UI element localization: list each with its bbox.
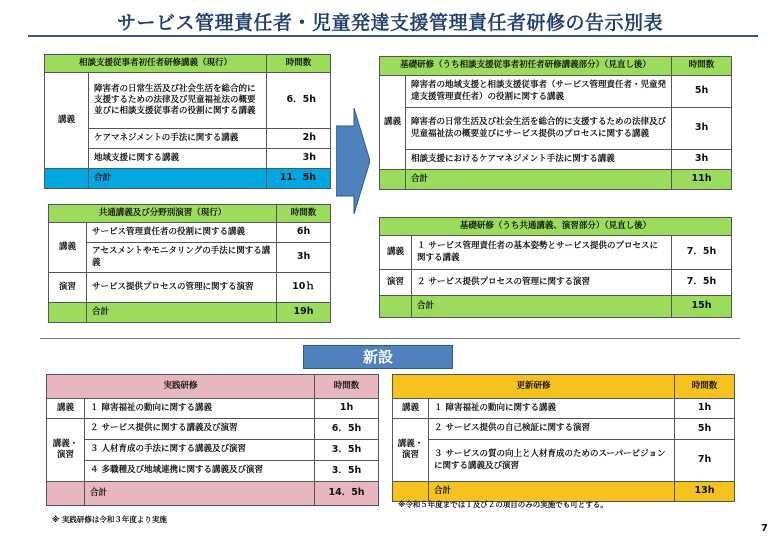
total-hours: 13h	[675, 482, 735, 502]
category-label: 演習	[380, 270, 412, 296]
table-kiso-kyotsu-revised	[379, 217, 732, 318]
table-row-hours: 7h	[675, 440, 735, 482]
total-hours: 19h	[277, 303, 331, 323]
hours-header: 時間数	[672, 57, 732, 76]
table-row-hours: 3h	[672, 150, 732, 170]
table-row-hours: 5h	[675, 419, 735, 440]
table-row-hours: 6h	[277, 223, 331, 243]
table-header: 基礎研修（うち共通講義、演習部分）（見直し後）	[380, 218, 732, 236]
table-row-item: アセスメントやモニタリングの手法に関する講義	[87, 243, 277, 273]
table-row-item: 地域支援に関する講義	[89, 149, 267, 169]
table-row-hours: 5h	[672, 76, 732, 108]
table-row-item: ４ 多職種及び地域連携に関する講義及び演習	[85, 461, 315, 482]
table-row-item: 障害者の地域支援と相談支援従事者（サービス管理責任者・児童発達支援管理責任者）の役割に関する講義	[406, 76, 672, 108]
table-jissen	[46, 374, 379, 506]
table-row-hours: 1h	[315, 399, 379, 419]
new-badge: 新設	[303, 345, 453, 369]
total-label: 合計	[429, 482, 675, 502]
total-hours: 11h	[672, 170, 732, 190]
table-row-item: ３ 人材育成の手法に関する講義及び演習	[85, 440, 315, 461]
category-label: 講義・演習	[47, 419, 85, 482]
table-row-hours: 6．5h	[267, 73, 331, 129]
table-header: 基礎研修（うち相談支援従事者初任者研修講義部分）（見直し後）	[380, 57, 672, 76]
title-underline	[28, 35, 758, 37]
total-label: 合計	[412, 296, 672, 318]
hours-header: 時間数	[267, 55, 331, 73]
table-kyotsu-current	[48, 204, 331, 323]
table-row-hours: 6．5h	[315, 419, 379, 440]
category-label: 講義・演習	[393, 419, 429, 482]
table-row-item: ケアマネジメントの手法に関する講義	[89, 129, 267, 149]
category-label: 講義	[49, 223, 87, 273]
hours-header: 時間数	[315, 375, 379, 399]
table-header: 共通講義及び分野別演習（現行）	[49, 205, 277, 223]
table-row-item: １ サービス管理責任者の基本姿勢とサービス提供のプロセスに関する講義	[412, 236, 672, 270]
table-row-hours: 3．5h	[315, 440, 379, 461]
table-row-hours: 3h	[267, 149, 331, 169]
table-row-hours: 3．5h	[315, 461, 379, 482]
footnote-koshin: ※令和５年度までは１及び２の項目のみの実施でも可とする。	[398, 500, 608, 509]
table-header: 相談支援従事者初任者研修講義（現行）	[45, 55, 267, 73]
table-row-item: ２ サービス提供の自己検証に関する演習	[429, 419, 675, 440]
total-label: 合計	[85, 482, 315, 506]
table-row-item: サービス管理責任者の役割に関する講義	[87, 223, 277, 243]
footnote-jissen: ※ 実践研修は令和３年度より実施	[52, 515, 167, 524]
table-header: 更新研修	[393, 375, 675, 399]
table-koshin	[392, 374, 735, 502]
hours-header: 時間数	[675, 375, 735, 399]
table-row-hours: 2h	[267, 129, 331, 149]
section-divider	[40, 338, 740, 339]
page-title: サービス管理責任者・児童発達支援管理責任者研修の告示別表	[116, 12, 663, 34]
total-label: 合計	[406, 170, 672, 190]
table-row-item: １ 障害福祉の動向に関する講義	[429, 399, 675, 419]
total-hours: 15h	[672, 296, 732, 318]
total-label: 合計	[87, 303, 277, 323]
total-label: 合計	[89, 169, 267, 189]
total-hours: 11．5h	[267, 169, 331, 189]
category-label: 講義	[380, 76, 406, 170]
table-sodan-current	[44, 54, 331, 189]
table-row-hours: 3h	[277, 243, 331, 273]
table-row-item: ２ サービス提供に関する講義及び演習	[85, 419, 315, 440]
table-row-item: サービス提供プロセスの管理に関する演習	[87, 273, 277, 303]
total-hours: 14．5h	[315, 482, 379, 506]
category-label: 演習	[49, 273, 87, 303]
table-row-item: ２ サービス提供プロセスの管理に関する演習	[412, 270, 672, 296]
table-row-hours: 7．5h	[672, 270, 732, 296]
table-row-hours: 7．5h	[672, 236, 732, 270]
table-row-hours: 10ｈ	[277, 273, 331, 303]
category-label: 講義	[393, 399, 429, 419]
right-arrow-icon	[336, 108, 370, 214]
table-kiso-sodan-revised	[379, 56, 732, 190]
table-row-item: １ 障害福祉の動向に関する講義	[85, 399, 315, 419]
hours-header: 時間数	[277, 205, 331, 223]
category-label: 講義	[380, 236, 412, 270]
table-row-item: 相談支援におけるケアマネジメント手法に関する講義	[406, 150, 672, 170]
table-row-item: 障害者の日常生活及び社会生活を総合的に支援するための法律及び児童福祉法の概要並びに相談支援従事者の役割に関する講義	[89, 73, 267, 129]
table-header: 実践研修	[47, 375, 315, 399]
table-row-item: ３ サービスの質の向上と人材育成のためのスーパービジョンに関する講義及び演習	[429, 440, 675, 482]
page-number: 7	[761, 523, 768, 534]
table-row-hours: 1h	[675, 399, 735, 419]
category-label: 講義	[47, 399, 85, 419]
table-row-hours: 3h	[672, 108, 732, 150]
category-label: 講義	[45, 73, 89, 169]
table-row-item: 障害者の日常生活及び社会生活を総合的に支援するための法律及び児童福祉法の概要並びにサービス提供のプロセスに関する講義	[406, 108, 672, 150]
